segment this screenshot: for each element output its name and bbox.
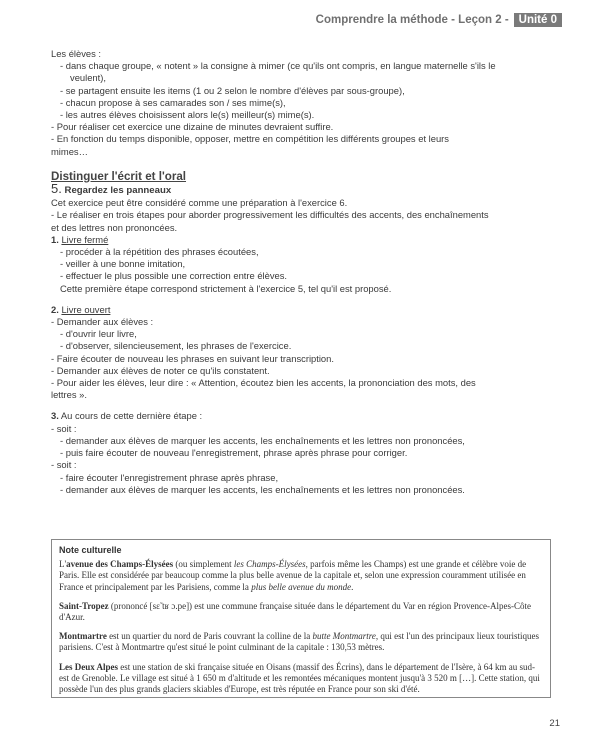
step-2-heading: [51, 304, 549, 316]
step-1-line: Cette première étape correspond strictement à l'exercice 5, tel qu'il est proposé.: [60, 282, 392, 294]
note-italic: les Champs-Élysées: [233, 559, 306, 570]
step-2-line: - Demander aux élèves :: [51, 316, 154, 328]
cultural-note-box: [51, 539, 551, 698]
note-term: Montmartre: [59, 631, 107, 642]
note-text: .: [351, 581, 354, 592]
intro-line: - Pour réaliser cet exercice une dizaine de minutes devraient suffire.: [51, 121, 334, 133]
exercise-line: et des lettres non prononcées.: [51, 221, 178, 233]
unit-badge: Unité 0: [514, 13, 562, 27]
step-2-line: - d'observer, silencieusement, les phrases de l'exercice.: [60, 340, 292, 352]
step-1-line: - effectuer le plus possible une correction entre élèves.: [60, 270, 288, 282]
exercise-number: 5.: [51, 181, 62, 197]
note-text: , parfois même les Champs) est une grande et célèbre voie de Paris. Elle est considérée par beaucoup comme la plus belle avenue de la capitale et, selon une expression couramment utilisée en France et principalement par les Parisiens, comme la: [59, 559, 527, 592]
note-term: Saint-Tropez: [59, 600, 109, 611]
step-2-number: 2.: [51, 303, 59, 315]
note-text: L': [59, 559, 67, 570]
intro-line: mimes…: [51, 145, 88, 157]
step-2-line: - Pour aider les élèves, leur dire : « Attention, écoutez bien les accents, la prononciation des mots, des: [51, 377, 476, 389]
note-title: Note culturelle: [59, 545, 122, 555]
header-title: Comprendre la méthode - Leçon 2 -: [315, 14, 509, 26]
step-1-line: - veiller à une bonne imitation,: [60, 258, 186, 270]
note-montmartre: [59, 631, 543, 653]
page-header: [316, 13, 562, 27]
note-italic: butte Montmartre: [312, 631, 376, 642]
step-3-number: 3.: [51, 410, 59, 422]
step-3-line: - faire écouter l'enregistrement phrase après phrase,: [60, 471, 279, 483]
step-2-line: - d'ouvrir leur livre,: [60, 328, 137, 340]
step-1-heading: [51, 234, 549, 246]
step-2-line: - Faire écouter de nouveau les phrases en suivant leur transcription.: [51, 352, 334, 364]
step-1-title: Livre fermé: [61, 233, 109, 245]
step-3-line: - demander aux élèves de marquer les accents, les enchaînements et les lettres non prononcées,: [60, 434, 465, 446]
main-content: [51, 48, 549, 496]
note-text: (ou simplement: [173, 559, 234, 570]
exercise-title: [51, 183, 549, 197]
note-term: avenue des Champs-Élysées: [66, 559, 174, 570]
note-text: (prononcé [sɛ̃ tʁ ɔ.pe]) est une commune française située dans le département du Var en région Provence-Alpes-Côte d'Azur.: [59, 600, 532, 623]
note-term: Les Deux Alpes: [59, 661, 119, 672]
intro-line: - dans chaque groupe, « notent » la consigne à mimer (ce qu'ils ont compris, en langue maternelle s'ils le: [60, 60, 496, 72]
note-saint-tropez: [59, 601, 543, 623]
exercise-line: - Le réaliser en trois étapes pour aborder progressivement les difficultés des accents, des enchaînements: [51, 209, 489, 221]
exercise-line: Cet exercice peut être considéré comme une préparation à l'exercice 6.: [51, 197, 348, 209]
note-text: est un quartier du nord de Paris couvrant la colline de la: [106, 631, 313, 642]
step-3-heading: [51, 410, 549, 422]
step-3-title: Au cours de cette dernière étape :: [60, 410, 203, 422]
step-2-line: - Demander aux élèves de noter ce qu'ils constatent.: [51, 364, 270, 376]
intro-line: - se partagent ensuite les items (1 ou 2 selon le nombre d'élèves par sous-groupe),: [60, 84, 405, 96]
intro-line: - les autres élèves choisissent alors le(s) meilleur(s) mime(s).: [60, 109, 315, 121]
note-text: est une station de ski française située en Oisans (massif des Écrins), dans le département de l'Isère, à 64 km au sud-est de Grenoble. Le village est situé à 1 650 m d'altitude et les remontées mécaniques montent jusqu'à 3 520 m […]. Cette station, qui possède l'un des plus grands glaciers skiables d'Europe, est très réputée en France pour son ski d'été.: [59, 661, 540, 695]
step-3-line: - demander aux élèves de marquer les accents, les enchaînements et les lettres non prononcées.: [60, 483, 465, 495]
step-1-number: 1.: [51, 233, 59, 245]
step-2-title: Livre ouvert: [61, 303, 111, 315]
intro-line: veulent),: [70, 72, 106, 84]
step-2-line: lettres ».: [51, 389, 87, 401]
note-champs-elysees: [59, 559, 543, 593]
intro-line: Les élèves :: [51, 48, 102, 59]
intro-line: - chacun propose à ses camarades son / ses mime(s),: [60, 96, 286, 108]
section-title: Distinguer l'écrit et l'oral: [51, 169, 187, 183]
exercise-name: Regardez les panneaux: [64, 185, 172, 197]
step-3-line: - soit :: [51, 422, 77, 434]
note-italic: plus belle avenue du monde: [251, 581, 352, 592]
step-3-line: - soit :: [51, 459, 77, 471]
note-deux-alpes: [59, 662, 543, 696]
intro-line: - En fonction du temps disponible, opposer, mettre en compétition les différents groupes et leurs: [51, 133, 449, 145]
step-1-line: - procéder à la répétition des phrases écoutées,: [60, 246, 259, 258]
note-text: , qui est l'un des principaux lieux touristiques parisiens. C'est à Montmartre qu'est situé le point culminant de la capitale : 130,53 mètres.: [59, 631, 540, 653]
step-3-line: - puis faire écouter de nouveau l'enregistrement, phrase après phrase pour corriger.: [60, 447, 408, 459]
page-number: 21: [549, 718, 560, 729]
